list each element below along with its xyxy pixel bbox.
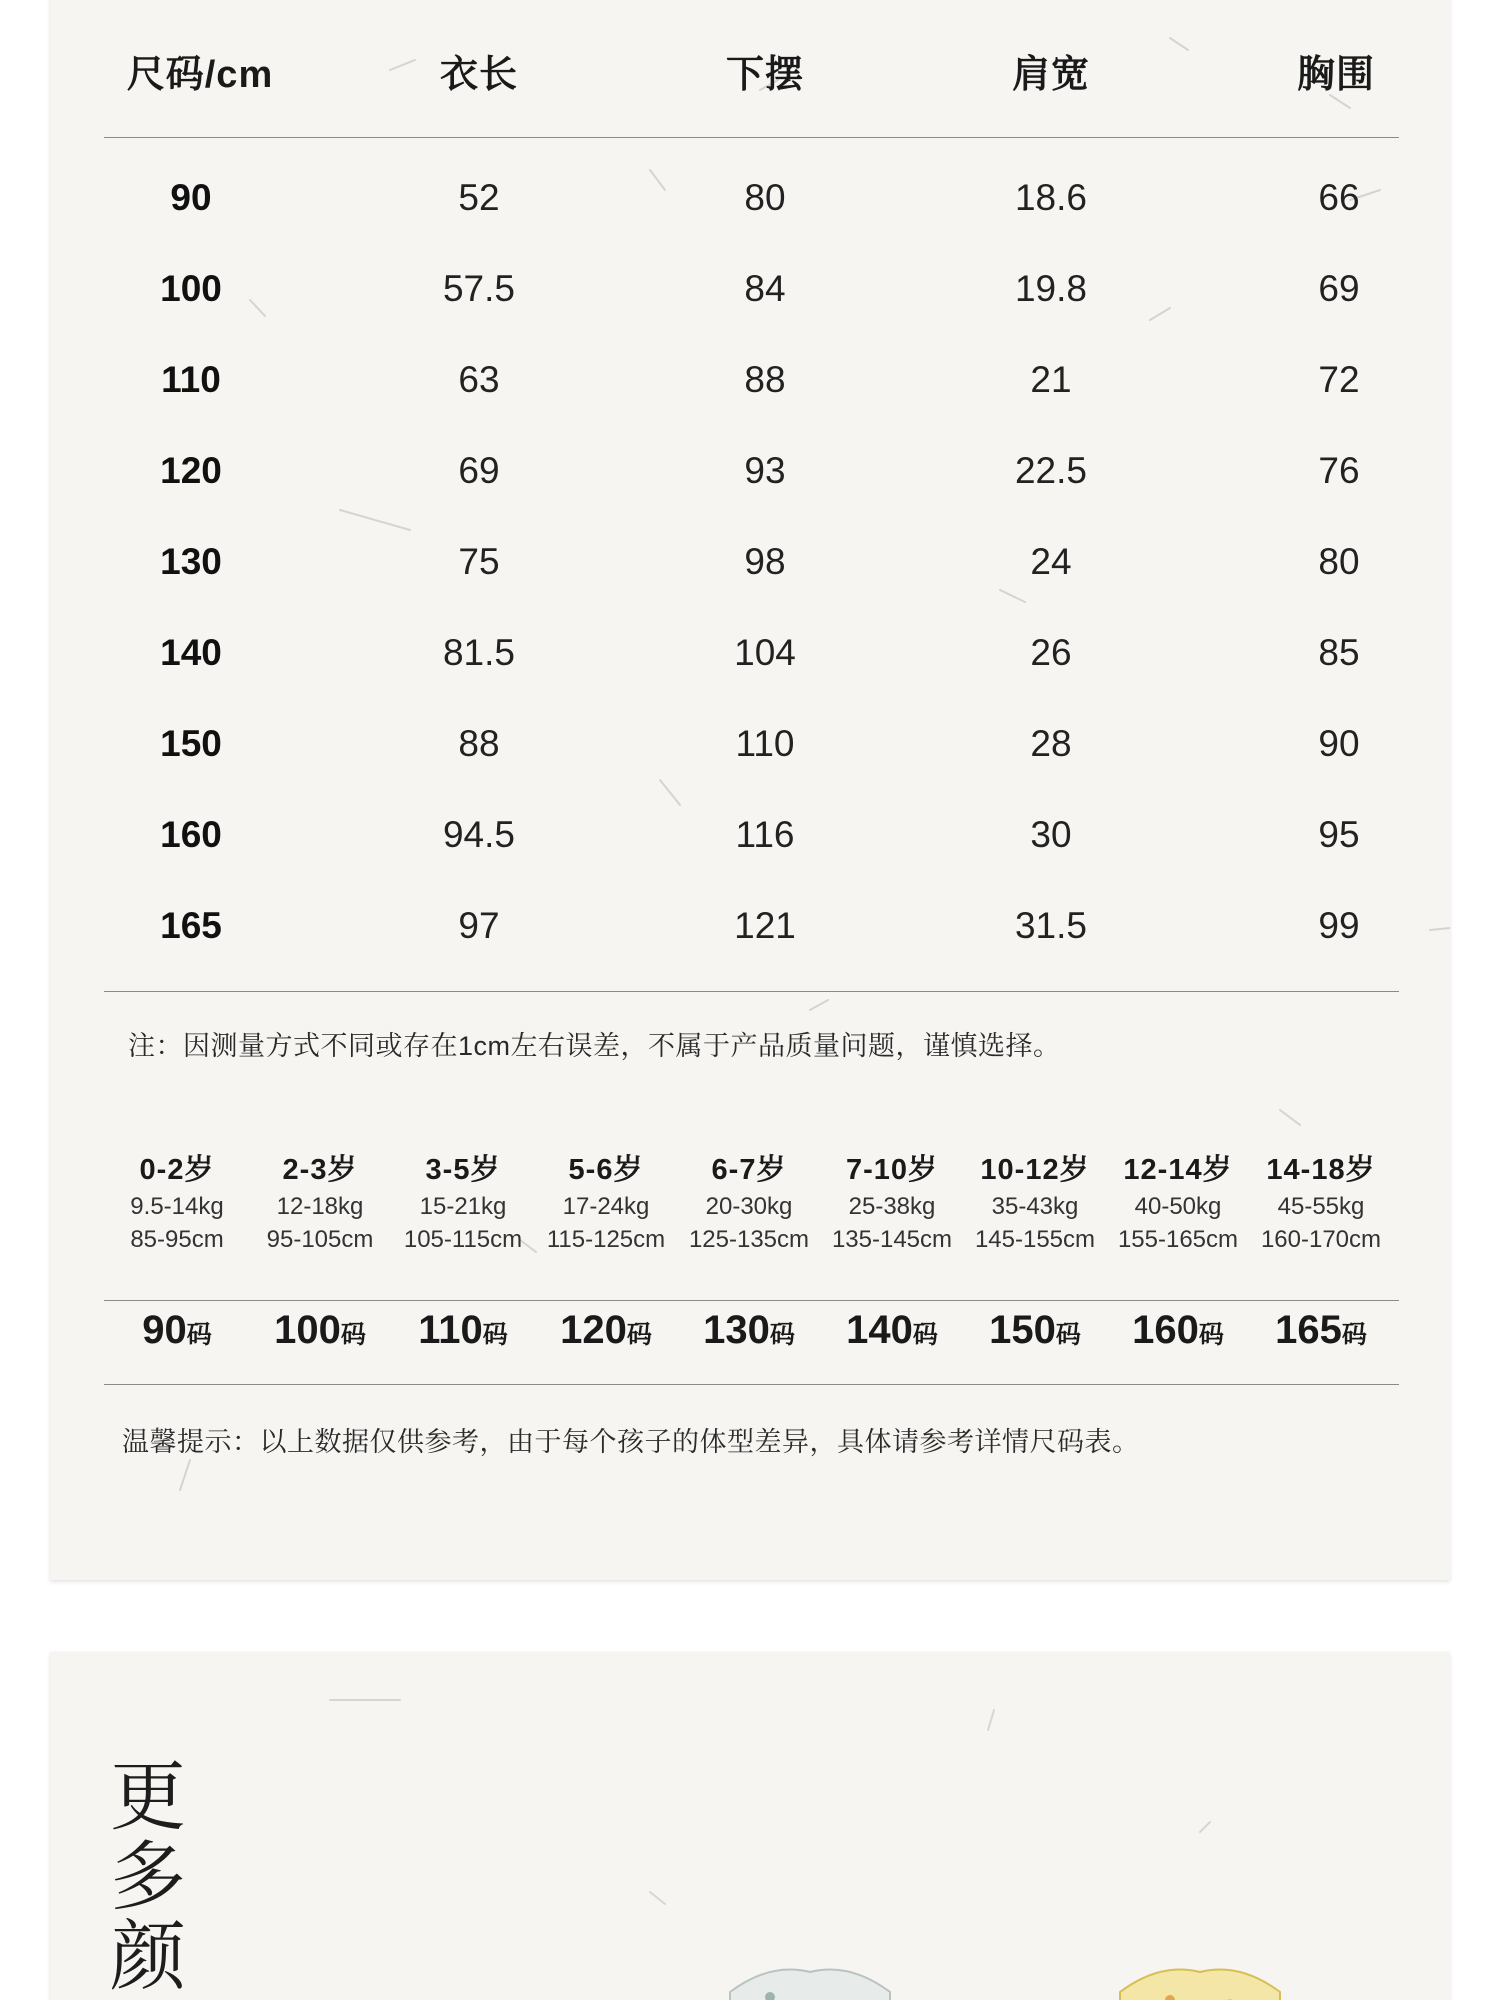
size-code-number: 120: [560, 1308, 627, 1352]
age-guide-column: [392, 1150, 534, 1256]
table-cell: 160: [160, 814, 222, 855]
size-code: [821, 1308, 963, 1353]
table-cell: 110: [161, 359, 221, 400]
paper-texture: [50, 1652, 1450, 2000]
table-cell: 121: [734, 905, 796, 946]
table-cell: 72: [1318, 359, 1360, 400]
size-code-unit: 码: [1198, 1321, 1224, 1349]
table-cell: 130: [160, 541, 222, 582]
table-cell: 94.5: [442, 814, 515, 855]
table-row: [50, 532, 1450, 592]
table-cell: 165: [160, 905, 222, 946]
weight-range: 40-50kg: [1134, 1193, 1222, 1220]
age-label: 6-7岁: [711, 1154, 787, 1186]
size-code-unit: 码: [769, 1321, 795, 1349]
measurement-note: 注：因测量方式不同或存在1cm左右误差，不属于产品质量问题，谨慎选择。: [128, 1031, 1061, 1061]
size-code: [392, 1308, 534, 1353]
size-code-number: 165: [1275, 1308, 1342, 1352]
product-thumbnail-light[interactable]: [710, 1952, 910, 2000]
warm-tip: 温馨提示：以上数据仅供参考，由于每个孩子的体型差异，具体请参考详情尺码表。: [122, 1427, 1140, 1457]
height-range: 95-105cm: [266, 1226, 374, 1253]
header-size: 尺码/cm: [126, 54, 274, 96]
weight-range: 15-21kg: [419, 1193, 507, 1220]
table-cell: 18.6: [1014, 177, 1087, 218]
size-code-unit: 码: [912, 1321, 938, 1349]
size-code-number: 150: [989, 1308, 1056, 1352]
weight-range: 9.5-14kg: [130, 1193, 224, 1220]
table-cell: 85: [1318, 632, 1360, 673]
size-code-unit: 码: [626, 1321, 652, 1349]
weight-range: 45-55kg: [1277, 1193, 1365, 1220]
size-code-number: 130: [703, 1308, 770, 1352]
size-code-number: 110: [418, 1308, 483, 1352]
age-guide-column: [535, 1150, 677, 1256]
table-cell: 80: [744, 177, 786, 218]
height-range: 160-170cm: [1260, 1226, 1382, 1253]
table-cell: 140: [160, 632, 222, 673]
table-cell: 76: [1318, 450, 1360, 491]
weight-range: 20-30kg: [705, 1193, 793, 1220]
age-guide-column: [1250, 1150, 1392, 1256]
table-cell: 93: [744, 450, 786, 491]
table-cell: 66: [1318, 177, 1360, 218]
size-code: [678, 1308, 820, 1353]
table-cell: 110: [735, 723, 795, 764]
size-table-header: [50, 45, 1450, 105]
age-label: 14-18岁: [1266, 1154, 1376, 1186]
size-code-unit: 码: [1055, 1321, 1081, 1349]
height-range: 85-95cm: [130, 1226, 224, 1253]
table-cell: 90: [1318, 723, 1360, 764]
table-cell: 24: [1030, 541, 1072, 582]
table-bottom-divider: [104, 991, 1399, 992]
size-code-unit: 码: [340, 1321, 366, 1349]
table-row: [50, 350, 1450, 410]
height-range: 115-125cm: [546, 1226, 666, 1253]
table-cell: 81.5: [442, 632, 515, 673]
table-cell: 100: [160, 268, 222, 309]
table-cell: 84: [744, 268, 786, 309]
age-guide-column: [964, 1150, 1106, 1256]
age-guide-column: [678, 1150, 820, 1256]
size-code-number: 140: [846, 1308, 913, 1352]
size-code-unit: 码: [1341, 1321, 1367, 1349]
size-code-number: 100: [274, 1308, 341, 1352]
height-range: 105-115cm: [403, 1226, 523, 1253]
header-hem: 下摆: [725, 54, 804, 96]
age-label: 0-2岁: [139, 1154, 215, 1186]
size-code-number: 160: [1132, 1308, 1199, 1352]
weight-range: 35-43kg: [991, 1193, 1079, 1220]
table-cell: 120: [160, 450, 222, 491]
age-guide-column: [821, 1150, 963, 1256]
table-cell: 88: [458, 723, 500, 764]
table-cell: 21: [1030, 359, 1072, 400]
size-code: [1250, 1308, 1392, 1353]
size-code-unit: 码: [482, 1321, 508, 1349]
age-label: 12-14岁: [1123, 1154, 1233, 1186]
table-row: [50, 168, 1450, 228]
weight-range: 17-24kg: [562, 1193, 650, 1220]
product-thumbnail-yellow[interactable]: [1100, 1952, 1300, 2000]
age-guide-column: [1107, 1150, 1249, 1256]
header-length: 衣长: [439, 54, 518, 96]
size-chart-card: [50, 0, 1450, 1580]
size-code-bottom-divider: [104, 1384, 1399, 1385]
table-cell: 52: [458, 177, 500, 218]
header-shoulder: 肩宽: [1011, 54, 1090, 96]
more-colors-title: 更多颜: [110, 1752, 186, 2000]
more-colors-card: [50, 1652, 1450, 2000]
table-cell: 88: [744, 359, 786, 400]
table-cell: 63: [458, 359, 500, 400]
table-cell: 90: [170, 177, 212, 218]
table-cell: 75: [458, 541, 500, 582]
table-cell: 28: [1030, 723, 1072, 764]
table-cell: 57.5: [442, 268, 515, 309]
size-code: [535, 1308, 677, 1353]
table-cell: 116: [735, 814, 795, 855]
table-cell: 69: [458, 450, 500, 491]
table-row: [50, 259, 1450, 319]
table-row: [50, 714, 1450, 774]
table-cell: 80: [1318, 541, 1360, 582]
size-code: [106, 1308, 248, 1353]
table-cell: 19.8: [1014, 268, 1087, 309]
table-cell: 95: [1318, 814, 1360, 855]
table-cell: 104: [734, 632, 796, 673]
height-range: 145-155cm: [974, 1226, 1096, 1253]
size-code-unit: 码: [186, 1321, 212, 1349]
size-code: [964, 1308, 1106, 1353]
height-range: 155-165cm: [1117, 1226, 1239, 1253]
age-label: 3-5岁: [425, 1154, 501, 1186]
table-cell: 98: [744, 541, 786, 582]
table-cell: 26: [1030, 632, 1072, 673]
size-code: [1107, 1308, 1249, 1353]
size-code-top-divider: [104, 1300, 1399, 1301]
table-cell: 150: [160, 723, 222, 764]
header-chest: 胸围: [1296, 54, 1375, 96]
height-range: 125-135cm: [688, 1226, 810, 1253]
height-range: 135-145cm: [831, 1226, 953, 1253]
header-divider: [104, 137, 1399, 138]
age-label: 7-10岁: [845, 1154, 939, 1186]
size-code: [249, 1308, 391, 1353]
table-cell: 97: [458, 905, 500, 946]
weight-range: 25-38kg: [848, 1193, 936, 1220]
age-guide-column: [249, 1150, 391, 1256]
table-cell: 69: [1318, 268, 1360, 309]
table-row: [50, 896, 1450, 956]
table-row: [50, 805, 1450, 865]
table-cell: 30: [1030, 814, 1072, 855]
table-cell: 22.5: [1014, 450, 1087, 491]
table-row: [50, 623, 1450, 683]
table-cell: 31.5: [1014, 905, 1087, 946]
table-cell: 99: [1318, 905, 1360, 946]
size-code-number: 90: [142, 1308, 187, 1352]
age-label: 5-6岁: [568, 1154, 644, 1186]
age-guide-column: [106, 1150, 248, 1256]
table-row: [50, 441, 1450, 501]
age-label: 2-3岁: [282, 1154, 358, 1186]
age-label: 10-12岁: [980, 1154, 1090, 1186]
weight-range: 12-18kg: [276, 1193, 364, 1220]
